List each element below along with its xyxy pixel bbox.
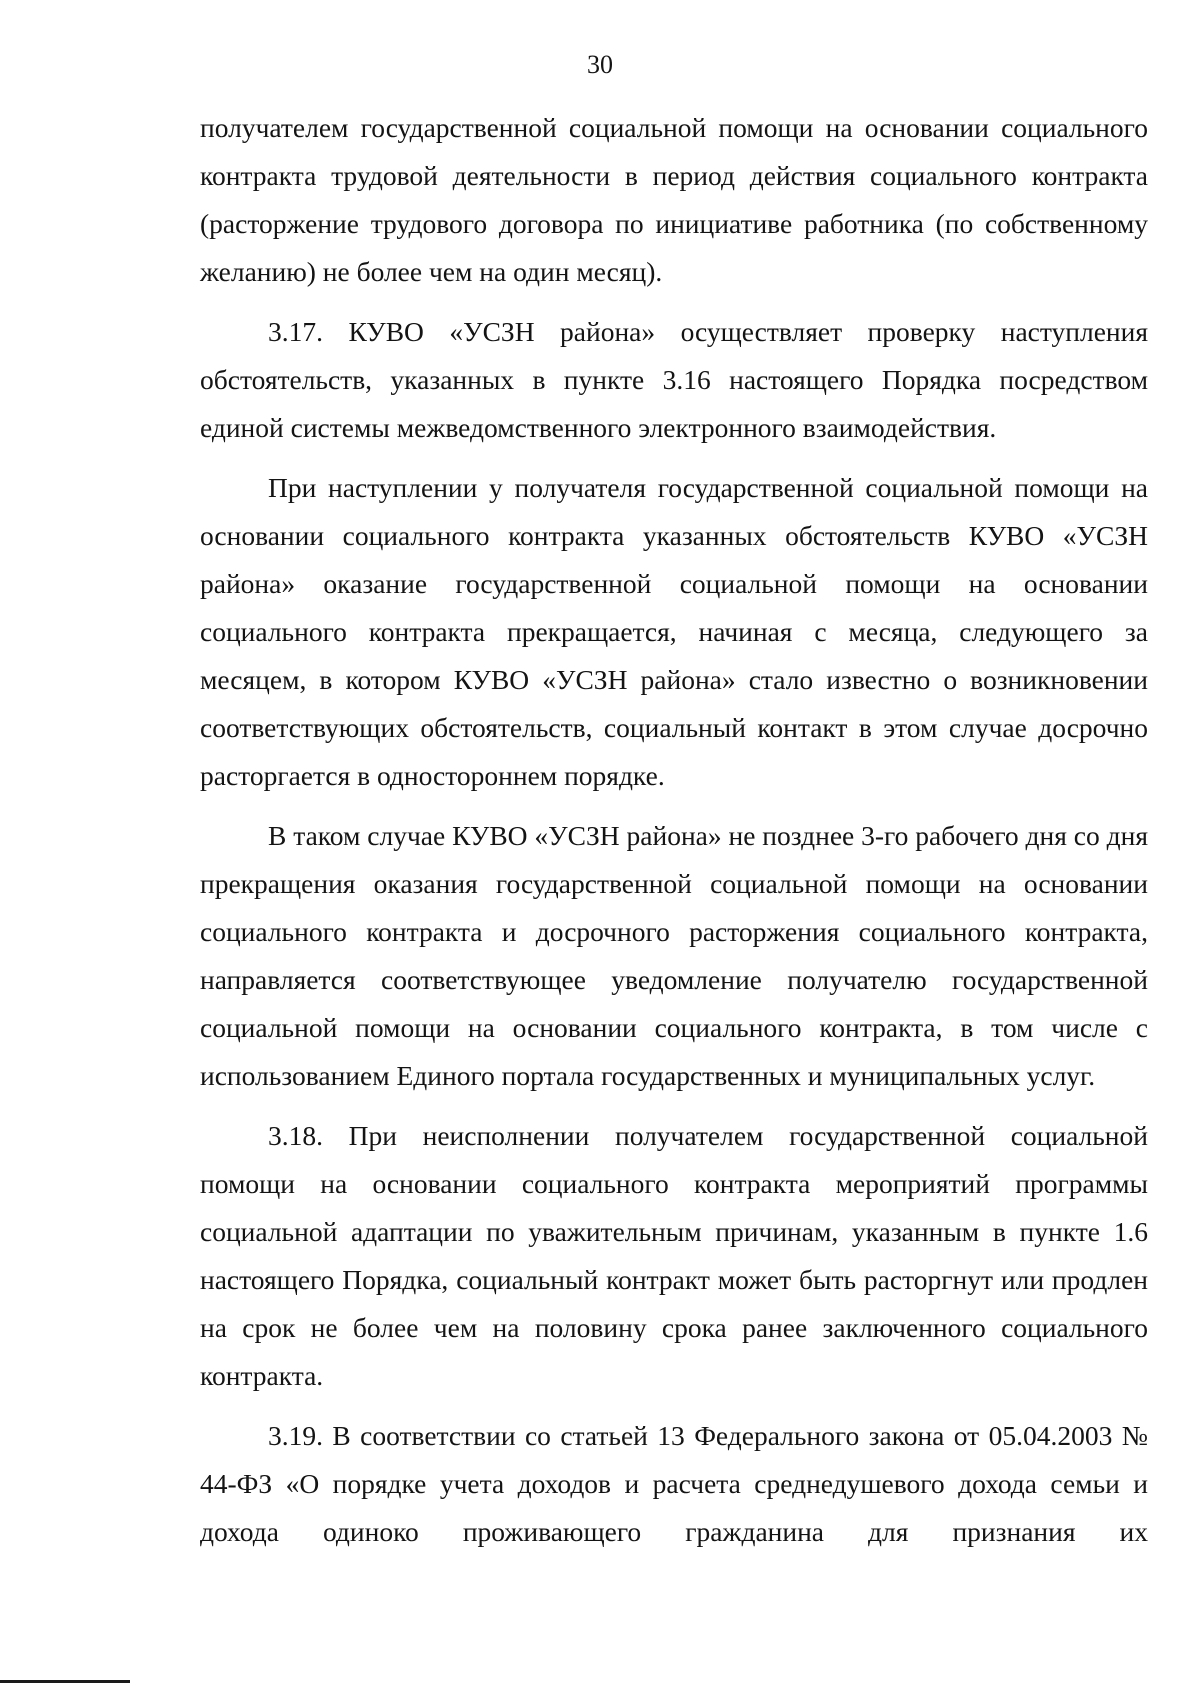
paragraph-notification: В таком случае КУВО «УСЗН района» не позднее 3-го рабочего дня со дня прекращения оказания государственной социальной помощи на основании социального контракта и досрочного расторжения социального контракта, направляется соответствующее уведомление получателю государственной социальной помощи на основании социального контракта, в том числе с использованием Единого портала государственных и муниципальных услуг. [200, 820, 1148, 1091]
document-body [200, 104, 1148, 1556]
paragraph-3-19: 3.19. В соответствии со статьей 13 Федерального закона от 05.04.2003 № 44-ФЗ «О порядке учета доходов и расчета среднедушевого дохода семьи и дохода одиноко проживающего гражданина для признания их [200, 1420, 1148, 1547]
paragraph-3-18: 3.18. При неисполнении получателем государственной социальной помощи на основании социального контракта мероприятий программы социальной адаптации по уважительным причинам, указанным в пункте 1.6 настоящего Порядка, социальный контракт может быть расторгнут или продлен на срок не более чем на половину срока ранее заключенного социального контракта. [200, 1120, 1148, 1391]
paragraph-continuation: получателем государственной социальной помощи на основании социального контракта трудовой деятельности в период действия социального контракта (расторжение трудового договора по инициативе работника (по собственному желанию) не более чем на один месяц). [200, 112, 1148, 287]
page-number: 30 [587, 50, 613, 79]
footer-rule [0, 1680, 130, 1683]
paragraph-termination-conditions: При наступлении у получателя государственной социальной помощи на основании социального контракта указанных обстоятельств КУВО «УСЗН района» оказание государственной социальной помощи на основании социального контракта прекращается, начиная с месяца, следующего за месяцем, в котором КУВО «УСЗН района» стало известно о возникновении соответствующих обстоятельств, социальный контакт в этом случае досрочно расторгается в одностороннем порядке. [200, 472, 1148, 791]
paragraph-3-17: 3.17. КУВО «УСЗН района» осуществляет проверку наступления обстоятельств, указанных в пункте 3.16 настоящего Порядка посредством единой системы межведомственного электронного взаимодействия. [200, 316, 1148, 443]
